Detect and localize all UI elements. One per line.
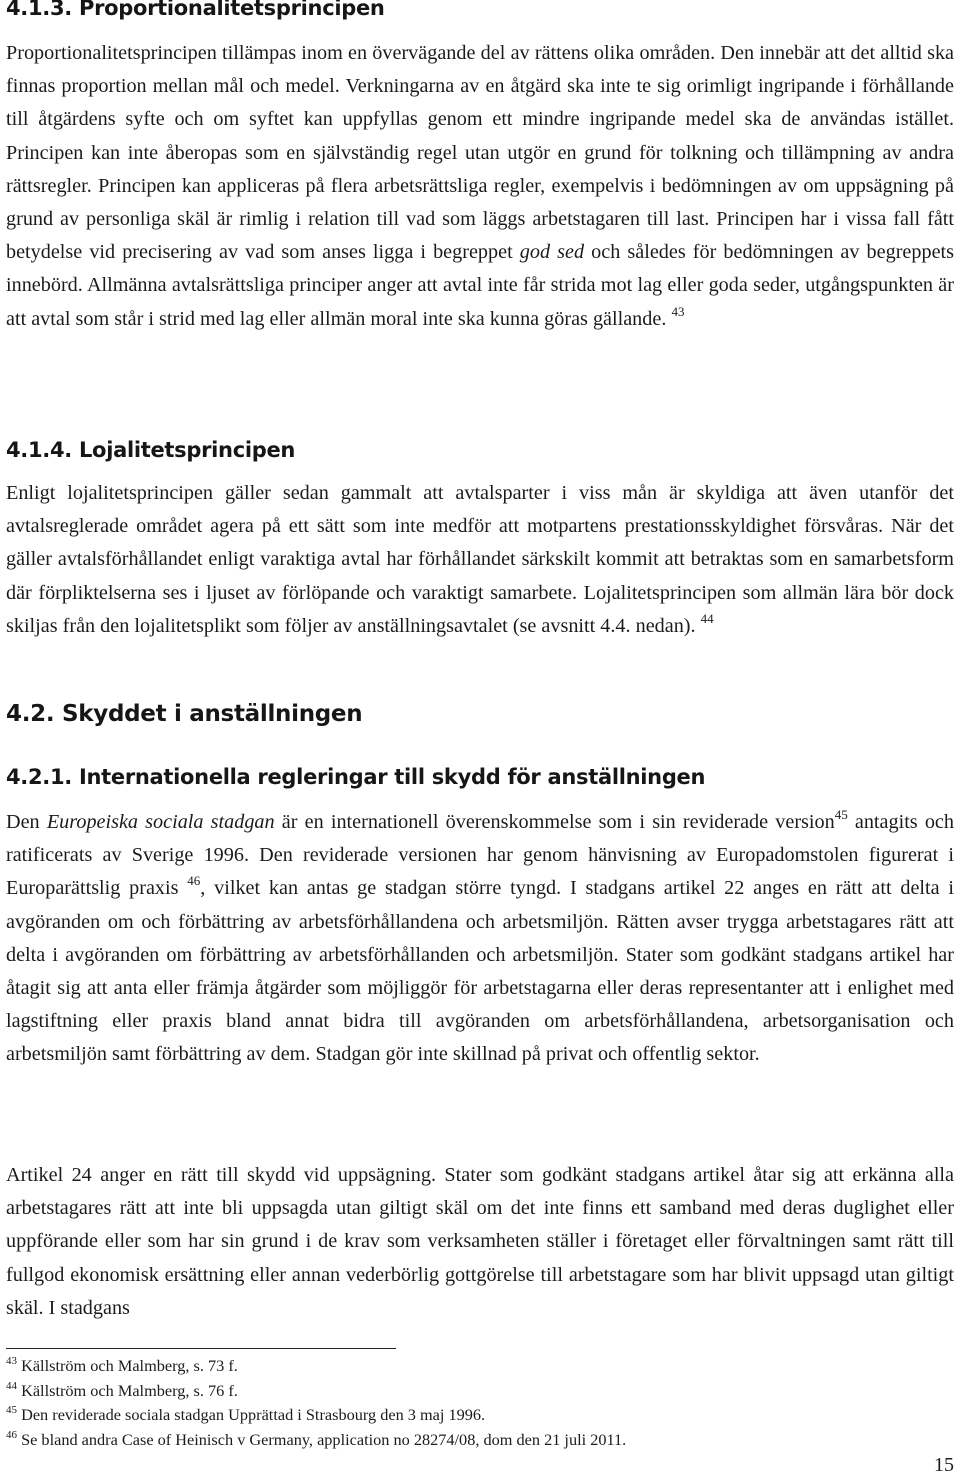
page-number: 15 bbox=[934, 1454, 954, 1476]
italic-term-social-charter: Europeiska sociala stadgan bbox=[46, 811, 275, 833]
text-run: Enligt lojalitetsprincipen gäller sedan gammalt att avtalsparter i viss mån är skyldiga att även utanför det avtalsreglerade området agera på ett sätt som inte medför att motpartens prestationsskyldighet försvåras. När det gäller avtalsförhållandet enligt varaktiga avtal har förhållandet särkskilt kommit att betraktas som en samarbetsform där förpliktelserna ses i ljuset av förlöpande och varaktigt samarbete. Lojalitetsprincipen som allmän lära bör dock skiljas från den lojalitetsplikt som följer av anställningsavtalet (se avsnitt 4.4. nedan). bbox=[6, 482, 954, 637]
paragraph-article-24: Artikel 24 anger en rätt till skydd vid uppsägning. Stater som godkänt stadgans artikel åtar sig att erkänna alla arbetstagares rätt att inte bli uppsagda utan giltigt skäl om det inte finns ett samband med deras duglighet eller uppförande eller som har sin grund i de krav som verksamheten ställer i företaget eller förvaltningen samt rätt till fullgod ekonomisk ersättning eller annan vederbörlig gottgörelse till arbetstagare som har blivit uppsagd utan giltigt skäl. I stadgans bbox=[6, 1164, 954, 1319]
section-heading-4-2: 4.2. Skyddet i anställningen bbox=[6, 701, 363, 727]
footnote-text: Källström och Malmberg, s. 76 f. bbox=[21, 1380, 238, 1400]
footnote-45 bbox=[6, 1403, 954, 1428]
text-run: Proportionalitetsprincipen tillämpas inom en övervägande del av rättens olika områden. Den innebär att det alltid ska finnas proportion mellan mål och medel. Verkningarna av en åtgärd ska inte te sig orimligt ingripande i förhållande till åtgärdens syfte och om syftet kan uppfyllas genom ett mindre ingripande medel ska de användas istället. Principen kan inte åberopas som en självständig regel utan utgör en grund för tolkning och tillämpning av andra rättsregler. Principen kan appliceras på flera arbetsrättsliga regler, exempelvis i bedömningen av om uppsägning på grund av personliga skäl är rimlig i relation till vad som läggs arbetstagaren till last. Principen har i vissa fall fått betydelse vid precisering av vad som anses ligga i begreppet bbox=[6, 42, 954, 264]
footnote-ref-43[interactable]: 43 bbox=[671, 303, 685, 319]
italic-term-god-sed: god sed bbox=[519, 241, 585, 264]
paragraph-loyalty bbox=[6, 477, 954, 643]
footnote-number: 45 bbox=[6, 1404, 17, 1416]
footnote-44 bbox=[6, 1379, 954, 1404]
paragraph-proportionality bbox=[6, 37, 954, 336]
footnote-number: 44 bbox=[6, 1379, 17, 1392]
text-run: , vilket kan antas ge stadgan större tyngd. I stadgans artikel 22 anges en rätt att delta i avgöranden om och förbättring av arbetsförhållandena och arbetsmiljön. Rätten avser trygga arbetstagares rätt att delta i avgöranden om förbättring av arbetsförhållanden och arbetsmiljön. Stater som godkänt stadgans artikel har åtagit sig att anta eller främja åtgärder som möjliggör för arbetstagarna eller deras representanter att i enlighet med lagstiftning eller praxis bland annat bidra till avgöranden om arbetsförhållandena, arbetsorganisation och arbetsmiljön samt förbättring av dem. Stadgan gör inte skillnad på privat och offentlig sektor. bbox=[6, 877, 955, 1066]
text-run: är en internationell överenskommelse som i sin reviderade version bbox=[274, 811, 835, 833]
footnote-ref-44[interactable]: 44 bbox=[700, 610, 714, 626]
section-heading-4-1-4: 4.1.4. Lojalitetsprincipen bbox=[6, 438, 296, 462]
footnote-46 bbox=[6, 1428, 954, 1453]
text-run: antagits och ratificerats av Sverige 1996. Den reviderade versionen har genom hänvisning av Europadomstolen figurerat i Europarättslig praxis bbox=[6, 811, 954, 900]
footnote-43 bbox=[6, 1354, 954, 1379]
section-heading-4-2-1: 4.2.1. Internationella regleringar till skydd för anställningen bbox=[6, 765, 706, 789]
footnote-text: Den reviderade sociala stadgan Upprättad i Strasbourg den 3 maj 1996. bbox=[21, 1405, 486, 1424]
footnote-text: Källström och Malmberg, s. 73 f. bbox=[21, 1356, 238, 1375]
footnote-number: 43 bbox=[6, 1355, 17, 1367]
footnote-ref-45[interactable]: 45 bbox=[834, 807, 848, 822]
footnote-separator bbox=[6, 1348, 396, 1349]
text-run: och således för bedömningen av begreppets innebörd. Allmänna avtalsrättsliga principer anger att avtal inte får strida mot lag eller goda seder, utgångspunkten är att avtal som står i strid med lag eller allmän moral inte ska kunna göras gällande. bbox=[6, 241, 954, 330]
section-heading-4-1-3: 4.1.3. Proportionalitetsprincipen bbox=[6, 0, 385, 20]
paragraph-social-charter bbox=[6, 806, 954, 1072]
text-run: Den bbox=[6, 811, 47, 833]
footnotes bbox=[6, 1354, 954, 1452]
footnote-text: Se bland andra Case of Heinisch v Germany, application no 28274/08, dom den 21 juli 2011. bbox=[21, 1429, 627, 1449]
footnote-number: 46 bbox=[6, 1428, 17, 1441]
footnote-ref-46[interactable]: 46 bbox=[187, 873, 201, 889]
